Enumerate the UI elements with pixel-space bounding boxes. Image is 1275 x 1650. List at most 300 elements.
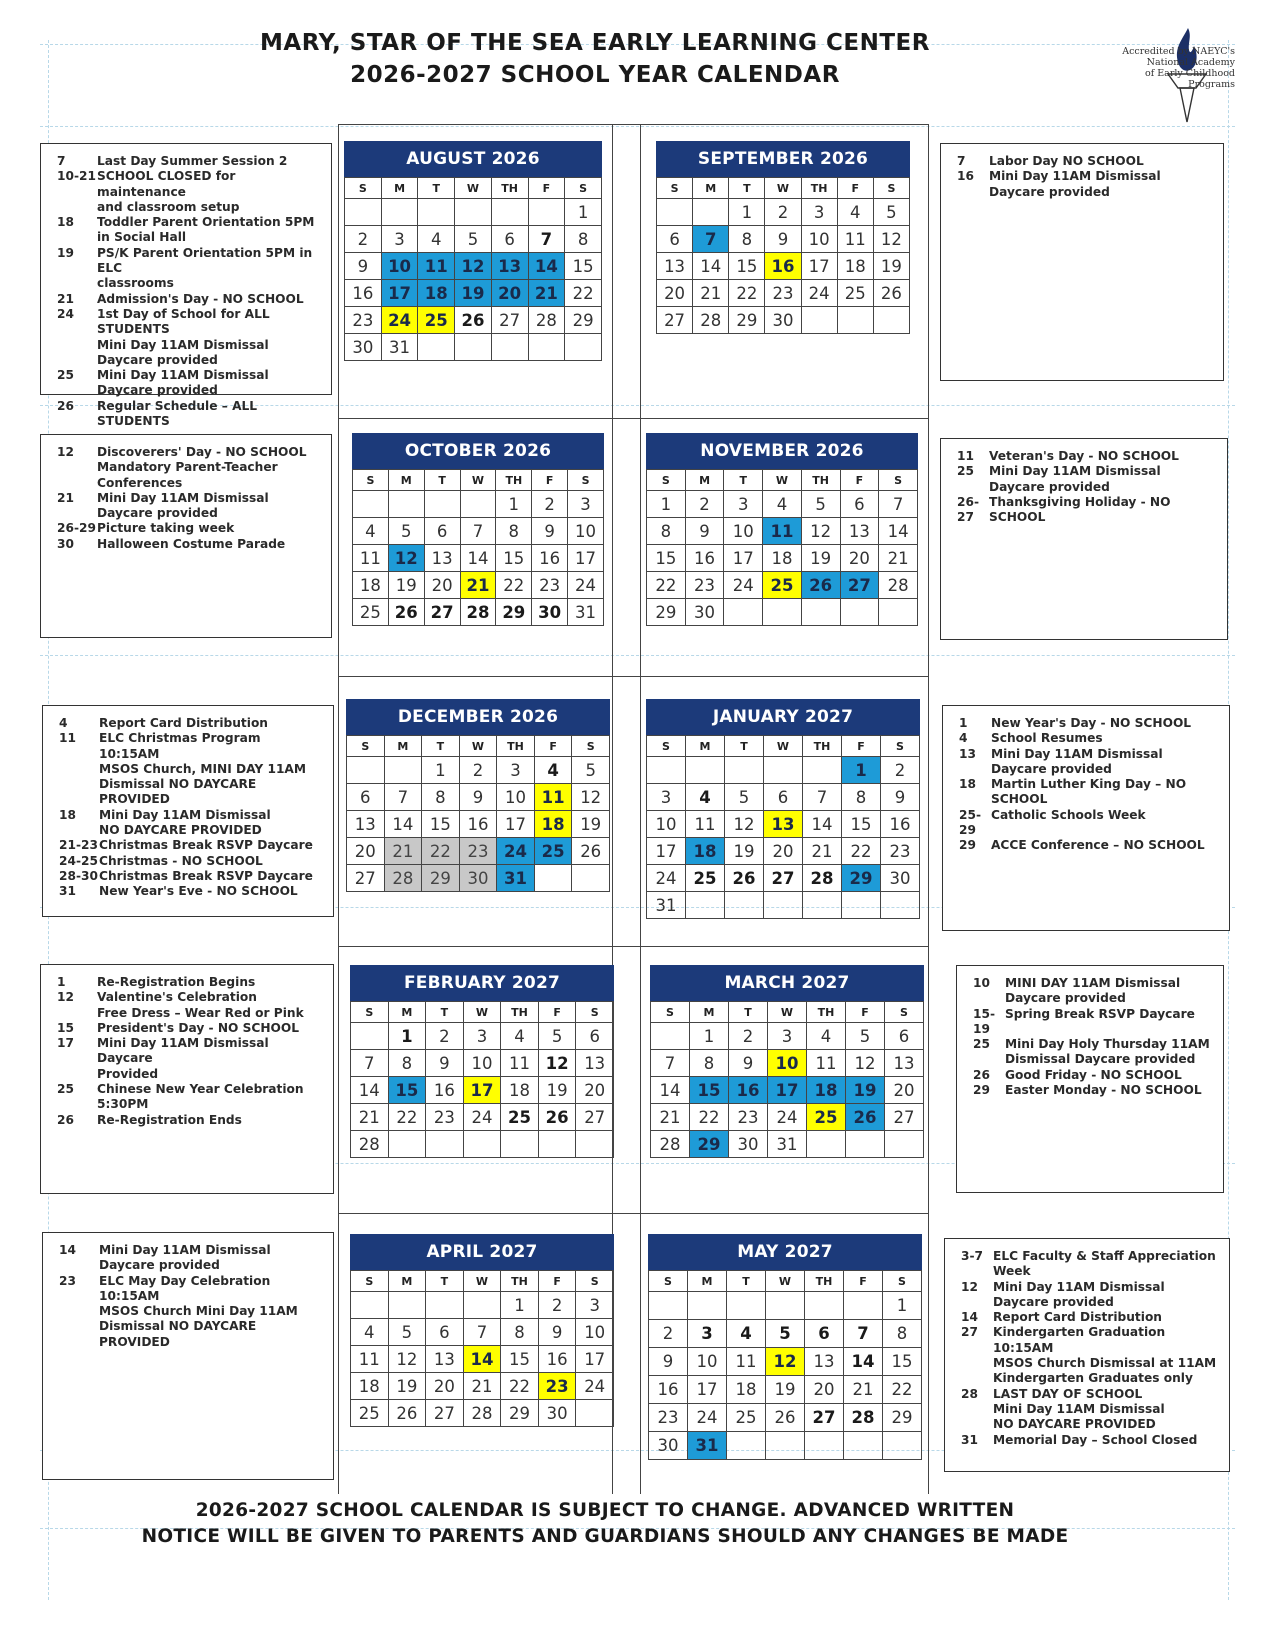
accreditation-text bbox=[1085, 46, 1235, 90]
note-date: 18 bbox=[57, 215, 74, 230]
note-date: 25 bbox=[957, 464, 974, 479]
day-cell: 22 bbox=[496, 572, 532, 599]
day-cell: 13 bbox=[576, 1050, 614, 1077]
note-text: Catholic Schools Week bbox=[991, 807, 1146, 822]
note-item bbox=[957, 495, 1219, 526]
day-cell: 2 bbox=[532, 491, 568, 518]
day-cell: 28 bbox=[460, 599, 496, 626]
day-cell: 20 bbox=[491, 280, 528, 307]
week-row bbox=[347, 757, 610, 784]
note-date: 26-29 bbox=[57, 521, 96, 536]
note-item bbox=[57, 537, 323, 552]
day-cell: 3 bbox=[497, 757, 535, 784]
note-text: School Resumes bbox=[991, 731, 1103, 746]
day-cell: 16 bbox=[459, 811, 497, 838]
day-cell: 10 bbox=[688, 1348, 727, 1376]
note-text: 1st Day of School for ALL STUDENTS Mini Day 11AM Dismissal Daycare provided bbox=[97, 306, 270, 367]
empty-day-cell bbox=[766, 1292, 805, 1320]
day-cell: 3 bbox=[381, 226, 418, 253]
day-cell: 31 bbox=[381, 334, 418, 361]
empty-day-cell bbox=[455, 334, 492, 361]
weekday-label: T bbox=[424, 470, 460, 491]
week-row bbox=[351, 1077, 614, 1104]
weekday-label: M bbox=[388, 1271, 426, 1292]
day-cell: 25 bbox=[501, 1104, 539, 1131]
note-item bbox=[57, 215, 323, 246]
note-item bbox=[57, 1021, 325, 1036]
note-date: 28-30 bbox=[59, 868, 98, 883]
note-date: 14 bbox=[59, 1243, 76, 1257]
day-cell: 26 bbox=[538, 1104, 576, 1131]
empty-day-cell bbox=[345, 199, 382, 226]
weekday-label: S bbox=[873, 178, 909, 199]
day-cell: 3 bbox=[576, 1292, 614, 1319]
week-row bbox=[649, 1376, 922, 1404]
note-date: 21 bbox=[57, 490, 74, 505]
footer-notice-line2: NOTICE WILL BE GIVEN TO PARENTS AND GUARDIANS SHOULD ANY CHANGES BE MADE bbox=[141, 1526, 1069, 1547]
weekday-label: S bbox=[568, 470, 604, 491]
week-row bbox=[351, 1104, 614, 1131]
day-cell: 15 bbox=[647, 545, 686, 572]
week-row bbox=[351, 1050, 614, 1077]
day-cell: 13 bbox=[885, 1050, 924, 1077]
weekday-label: TH bbox=[496, 470, 532, 491]
day-cell: 20 bbox=[764, 838, 803, 865]
day-cell: 9 bbox=[459, 784, 497, 811]
weekday-label: F bbox=[538, 1002, 576, 1023]
note-text: Toddler Parent Orientation 5PM in Social Hall bbox=[97, 215, 315, 245]
day-cell: 1 bbox=[422, 757, 460, 784]
week-row bbox=[345, 253, 602, 280]
accreditation-line: Programs bbox=[1188, 79, 1235, 90]
week-row bbox=[347, 865, 610, 892]
calendar-april-2027 bbox=[350, 1234, 614, 1427]
empty-day-cell bbox=[807, 1131, 846, 1158]
weekday-label: T bbox=[729, 178, 765, 199]
day-cell: 23 bbox=[881, 838, 920, 865]
day-cell: 22 bbox=[729, 280, 765, 307]
day-cell: 18 bbox=[501, 1077, 539, 1104]
month-title: APRIL 2027 bbox=[350, 1234, 614, 1270]
day-cell: 29 bbox=[565, 307, 602, 334]
day-cell: 28 bbox=[693, 307, 729, 334]
day-cell: 16 bbox=[649, 1376, 688, 1404]
day-cell: 29 bbox=[883, 1404, 922, 1432]
day-cell: 28 bbox=[351, 1131, 389, 1158]
notes-september bbox=[940, 143, 1224, 381]
note-text: Chinese New Year Celebration 5:30PM bbox=[97, 1082, 304, 1112]
day-cell: 9 bbox=[881, 784, 920, 811]
note-item bbox=[961, 1433, 1221, 1448]
day-cell: 7 bbox=[460, 518, 496, 545]
month-grid bbox=[352, 469, 604, 626]
note-item bbox=[961, 1249, 1221, 1280]
weekday-label: M bbox=[381, 178, 418, 199]
empty-day-cell bbox=[388, 1292, 426, 1319]
note-text: Martin Luther King Day – NO SCHOOL bbox=[991, 777, 1187, 807]
note-date: 12 bbox=[961, 1279, 978, 1294]
weekday-label: W bbox=[766, 1271, 805, 1292]
day-cell: 28 bbox=[528, 307, 565, 334]
day-cell: 23 bbox=[685, 572, 724, 599]
empty-day-cell bbox=[347, 757, 385, 784]
week-row bbox=[347, 811, 610, 838]
note-text: Good Friday - NO SCHOOL bbox=[1005, 1067, 1182, 1082]
notes-november bbox=[940, 438, 1228, 640]
day-cell: 28 bbox=[844, 1404, 883, 1432]
day-cell: 17 bbox=[768, 1077, 807, 1104]
empty-day-cell bbox=[805, 1292, 844, 1320]
day-cell: 16 bbox=[685, 545, 724, 572]
day-cell: 3 bbox=[647, 784, 686, 811]
day-cell: 22 bbox=[388, 1104, 426, 1131]
day-cell: 4 bbox=[418, 226, 455, 253]
day-cell: 30 bbox=[459, 865, 497, 892]
note-text: Admission's Day - NO SCHOOL bbox=[97, 291, 304, 306]
day-cell: 12 bbox=[873, 226, 909, 253]
empty-day-cell bbox=[418, 334, 455, 361]
week-row bbox=[647, 518, 918, 545]
note-text: Discoverers' Day - NO SCHOOL Mandatory Parent-Teacher Conferences bbox=[97, 445, 307, 490]
day-cell: 7 bbox=[879, 491, 918, 518]
day-cell: 14 bbox=[693, 253, 729, 280]
day-cell: 3 bbox=[768, 1023, 807, 1050]
day-cell: 1 bbox=[388, 1023, 426, 1050]
week-row bbox=[651, 1077, 924, 1104]
day-cell: 12 bbox=[538, 1050, 576, 1077]
note-item bbox=[957, 449, 1219, 464]
empty-day-cell bbox=[651, 1023, 690, 1050]
note-item bbox=[57, 399, 323, 430]
day-cell: 17 bbox=[724, 545, 763, 572]
week-row bbox=[657, 226, 910, 253]
note-date: 13 bbox=[959, 746, 976, 761]
note-item bbox=[57, 154, 323, 169]
note-date: 24 bbox=[57, 306, 74, 321]
note-date: 26-27 bbox=[957, 494, 980, 525]
day-cell: 18 bbox=[351, 1373, 389, 1400]
day-cell: 12 bbox=[846, 1050, 885, 1077]
day-cell: 11 bbox=[763, 518, 802, 545]
day-cell: 27 bbox=[426, 1400, 464, 1427]
notes-february bbox=[40, 964, 334, 1194]
empty-day-cell bbox=[766, 1432, 805, 1460]
day-cell: 11 bbox=[686, 811, 725, 838]
note-item bbox=[57, 521, 323, 536]
weekday-label: M bbox=[693, 178, 729, 199]
grid-divider bbox=[338, 676, 928, 677]
day-cell: 23 bbox=[765, 280, 801, 307]
day-cell: 17 bbox=[568, 545, 604, 572]
month-grid bbox=[646, 735, 920, 919]
empty-day-cell bbox=[463, 1131, 501, 1158]
weekday-label: TH bbox=[497, 736, 535, 757]
day-cell: 27 bbox=[840, 572, 879, 599]
day-cell: 16 bbox=[532, 545, 568, 572]
day-cell: 24 bbox=[724, 572, 763, 599]
note-date: 11 bbox=[957, 449, 974, 463]
weekday-label: F bbox=[837, 178, 873, 199]
day-cell: 25 bbox=[686, 865, 725, 892]
note-text: Mini Day 11AM Dismissal Daycare provided bbox=[99, 1243, 271, 1273]
day-cell: 5 bbox=[538, 1023, 576, 1050]
empty-day-cell bbox=[647, 757, 686, 784]
day-cell: 2 bbox=[426, 1023, 464, 1050]
day-cell: 11 bbox=[351, 1346, 389, 1373]
note-text: Mini Day 11AM Dismissal Daycare provided bbox=[991, 746, 1163, 776]
note-item bbox=[961, 1310, 1221, 1325]
day-cell: 13 bbox=[764, 811, 803, 838]
day-cell: 16 bbox=[426, 1077, 464, 1104]
day-cell: 4 bbox=[727, 1320, 766, 1348]
month-title: SEPTEMBER 2026 bbox=[656, 141, 910, 177]
day-cell: 3 bbox=[724, 491, 763, 518]
day-cell: 24 bbox=[463, 1104, 501, 1131]
note-item bbox=[973, 1083, 1215, 1098]
day-cell: 22 bbox=[883, 1376, 922, 1404]
day-cell: 11 bbox=[501, 1050, 539, 1077]
day-cell: 11 bbox=[727, 1348, 766, 1376]
day-cell: 28 bbox=[384, 865, 422, 892]
empty-day-cell bbox=[426, 1131, 464, 1158]
month-title: FEBRUARY 2027 bbox=[350, 965, 614, 1001]
note-text: ELC Christmas Program 10:15AM MSOS Church, MINI DAY 11AM Dismissal NO DAYCARE PROVIDED bbox=[99, 731, 306, 807]
day-cell: 13 bbox=[805, 1348, 844, 1376]
guide-line bbox=[40, 655, 1235, 656]
day-cell: 10 bbox=[647, 811, 686, 838]
day-cell: 9 bbox=[729, 1050, 768, 1077]
day-cell: 10 bbox=[463, 1050, 501, 1077]
day-cell: 14 bbox=[844, 1348, 883, 1376]
empty-day-cell bbox=[572, 865, 610, 892]
empty-day-cell bbox=[805, 1432, 844, 1460]
note-text: Last Day Summer Session 2 bbox=[97, 154, 288, 168]
day-cell: 13 bbox=[426, 1346, 464, 1373]
weekday-label: TH bbox=[805, 1271, 844, 1292]
day-cell: 6 bbox=[764, 784, 803, 811]
note-date: 18 bbox=[59, 807, 76, 822]
day-cell: 5 bbox=[388, 1319, 426, 1346]
day-cell: 21 bbox=[528, 280, 565, 307]
day-cell: 20 bbox=[885, 1077, 924, 1104]
notes-december bbox=[42, 705, 334, 917]
empty-day-cell bbox=[426, 1292, 464, 1319]
day-cell: 10 bbox=[576, 1319, 614, 1346]
day-cell: 20 bbox=[840, 545, 879, 572]
week-row bbox=[657, 280, 910, 307]
empty-day-cell bbox=[837, 307, 873, 334]
weekday-label: W bbox=[768, 1002, 807, 1023]
calendar-february-2027 bbox=[350, 965, 614, 1158]
empty-day-cell bbox=[842, 892, 881, 919]
day-cell: 19 bbox=[538, 1077, 576, 1104]
week-row bbox=[353, 491, 604, 518]
weekday-label: S bbox=[576, 1271, 614, 1292]
weekday-label: T bbox=[418, 178, 455, 199]
day-cell: 24 bbox=[768, 1104, 807, 1131]
day-cell: 4 bbox=[763, 491, 802, 518]
note-date: 15-19 bbox=[973, 1006, 996, 1036]
day-cell: 13 bbox=[657, 253, 693, 280]
day-cell: 10 bbox=[568, 518, 604, 545]
day-cell: 3 bbox=[801, 199, 837, 226]
note-item bbox=[57, 975, 325, 990]
note-date: 31 bbox=[59, 884, 76, 899]
month-title: OCTOBER 2026 bbox=[352, 433, 604, 469]
note-text: Mini Day Holy Thursday 11AM Dismissal Daycare provided bbox=[1005, 1037, 1210, 1067]
week-row bbox=[649, 1292, 922, 1320]
calendar-september-2026 bbox=[656, 141, 910, 334]
weekday-label: S bbox=[647, 470, 686, 491]
day-cell: 28 bbox=[463, 1400, 501, 1427]
calendar-october-2026 bbox=[352, 433, 604, 626]
weekday-label: F bbox=[840, 470, 879, 491]
weekday-label: S bbox=[657, 178, 693, 199]
day-cell: 8 bbox=[883, 1320, 922, 1348]
note-date: 14 bbox=[961, 1310, 978, 1325]
day-cell: 26 bbox=[766, 1404, 805, 1432]
note-item bbox=[961, 1325, 1221, 1386]
note-item bbox=[957, 169, 1215, 200]
day-cell: 20 bbox=[805, 1376, 844, 1404]
day-cell: 6 bbox=[424, 518, 460, 545]
day-cell: 9 bbox=[538, 1319, 576, 1346]
note-item bbox=[59, 884, 325, 899]
day-cell: 30 bbox=[532, 599, 568, 626]
day-cell: 31 bbox=[768, 1131, 807, 1158]
week-row bbox=[657, 253, 910, 280]
day-cell: 11 bbox=[353, 545, 389, 572]
note-text: Thanksgiving Holiday - NO SCHOOL bbox=[989, 494, 1171, 525]
empty-day-cell bbox=[846, 1131, 885, 1158]
week-row bbox=[353, 599, 604, 626]
day-cell: 19 bbox=[455, 280, 492, 307]
note-item bbox=[57, 445, 323, 491]
weekday-label: W bbox=[460, 470, 496, 491]
day-cell: 24 bbox=[801, 280, 837, 307]
day-cell: 2 bbox=[649, 1320, 688, 1348]
day-cell: 28 bbox=[803, 865, 842, 892]
empty-day-cell bbox=[801, 599, 840, 626]
note-text: Regular Schedule – ALL STUDENTS bbox=[97, 398, 258, 429]
empty-day-cell bbox=[879, 599, 918, 626]
empty-day-cell bbox=[384, 757, 422, 784]
month-grid bbox=[350, 1001, 614, 1158]
note-item bbox=[59, 808, 325, 839]
month-grid bbox=[344, 177, 602, 361]
note-date: 4 bbox=[959, 731, 968, 746]
day-cell: 28 bbox=[879, 572, 918, 599]
note-date: 7 bbox=[957, 154, 966, 168]
day-cell: 14 bbox=[803, 811, 842, 838]
day-cell: 19 bbox=[572, 811, 610, 838]
empty-day-cell bbox=[803, 757, 842, 784]
day-cell: 31 bbox=[688, 1432, 727, 1460]
note-text: ELC Faculty & Staff Appreciation Week bbox=[993, 1249, 1216, 1279]
note-date: 15 bbox=[57, 1020, 74, 1035]
day-cell: 24 bbox=[497, 838, 535, 865]
week-row bbox=[647, 545, 918, 572]
week-row bbox=[647, 757, 920, 784]
week-row bbox=[649, 1432, 922, 1460]
note-date: 3-7 bbox=[961, 1249, 984, 1263]
day-cell: 29 bbox=[647, 599, 686, 626]
empty-day-cell bbox=[460, 491, 496, 518]
empty-day-cell bbox=[455, 199, 492, 226]
day-cell: 2 bbox=[459, 757, 497, 784]
day-cell: 13 bbox=[491, 253, 528, 280]
calendar-august-2026 bbox=[344, 141, 602, 361]
note-date: 1 bbox=[57, 975, 66, 989]
weekday-label: W bbox=[459, 736, 497, 757]
empty-day-cell bbox=[388, 491, 424, 518]
note-date: 16 bbox=[957, 169, 974, 184]
day-cell: 2 bbox=[765, 199, 801, 226]
day-cell: 19 bbox=[725, 838, 764, 865]
week-row bbox=[353, 545, 604, 572]
note-item bbox=[59, 854, 325, 869]
empty-day-cell bbox=[686, 757, 725, 784]
weekday-label: TH bbox=[801, 178, 837, 199]
day-cell: 3 bbox=[568, 491, 604, 518]
weekday-label: F bbox=[528, 178, 565, 199]
day-cell: 30 bbox=[685, 599, 724, 626]
day-cell: 9 bbox=[765, 226, 801, 253]
week-row bbox=[351, 1131, 614, 1158]
weekday-label: S bbox=[353, 470, 389, 491]
day-cell: 11 bbox=[837, 226, 873, 253]
month-title: NOVEMBER 2026 bbox=[646, 433, 918, 469]
empty-day-cell bbox=[528, 334, 565, 361]
day-cell: 12 bbox=[388, 1346, 426, 1373]
day-cell: 21 bbox=[651, 1104, 690, 1131]
week-row bbox=[651, 1104, 924, 1131]
weekday-label: S bbox=[576, 1002, 614, 1023]
week-row bbox=[351, 1319, 614, 1346]
note-date: 21-23 bbox=[59, 838, 98, 853]
month-title: DECEMBER 2026 bbox=[346, 699, 610, 735]
day-cell: 29 bbox=[842, 865, 881, 892]
day-cell: 1 bbox=[729, 199, 765, 226]
day-cell: 22 bbox=[501, 1373, 539, 1400]
week-row bbox=[647, 838, 920, 865]
note-text: PS/K Parent Orientation 5PM in ELC classrooms bbox=[97, 245, 313, 291]
day-cell: 10 bbox=[768, 1050, 807, 1077]
empty-day-cell bbox=[873, 307, 909, 334]
note-item bbox=[973, 976, 1215, 1007]
week-row bbox=[651, 1131, 924, 1158]
month-grid bbox=[346, 735, 610, 892]
week-row bbox=[345, 334, 602, 361]
day-cell: 30 bbox=[881, 865, 920, 892]
day-cell: 21 bbox=[384, 838, 422, 865]
note-text: MINI DAY 11AM Dismissal Daycare provided bbox=[1005, 976, 1181, 1006]
weekday-label: S bbox=[885, 1002, 924, 1023]
day-cell: 23 bbox=[649, 1404, 688, 1432]
day-cell: 9 bbox=[426, 1050, 464, 1077]
day-cell: 18 bbox=[534, 811, 572, 838]
day-cell: 7 bbox=[651, 1050, 690, 1077]
calendar-march-2027 bbox=[650, 965, 924, 1158]
day-cell: 8 bbox=[388, 1050, 426, 1077]
weekday-label: S bbox=[649, 1271, 688, 1292]
note-date: 7 bbox=[57, 154, 66, 168]
week-row bbox=[351, 1292, 614, 1319]
day-cell: 27 bbox=[805, 1404, 844, 1432]
notes-march bbox=[956, 965, 1224, 1193]
weekday-label: F bbox=[534, 736, 572, 757]
note-date: 21 bbox=[57, 291, 74, 306]
